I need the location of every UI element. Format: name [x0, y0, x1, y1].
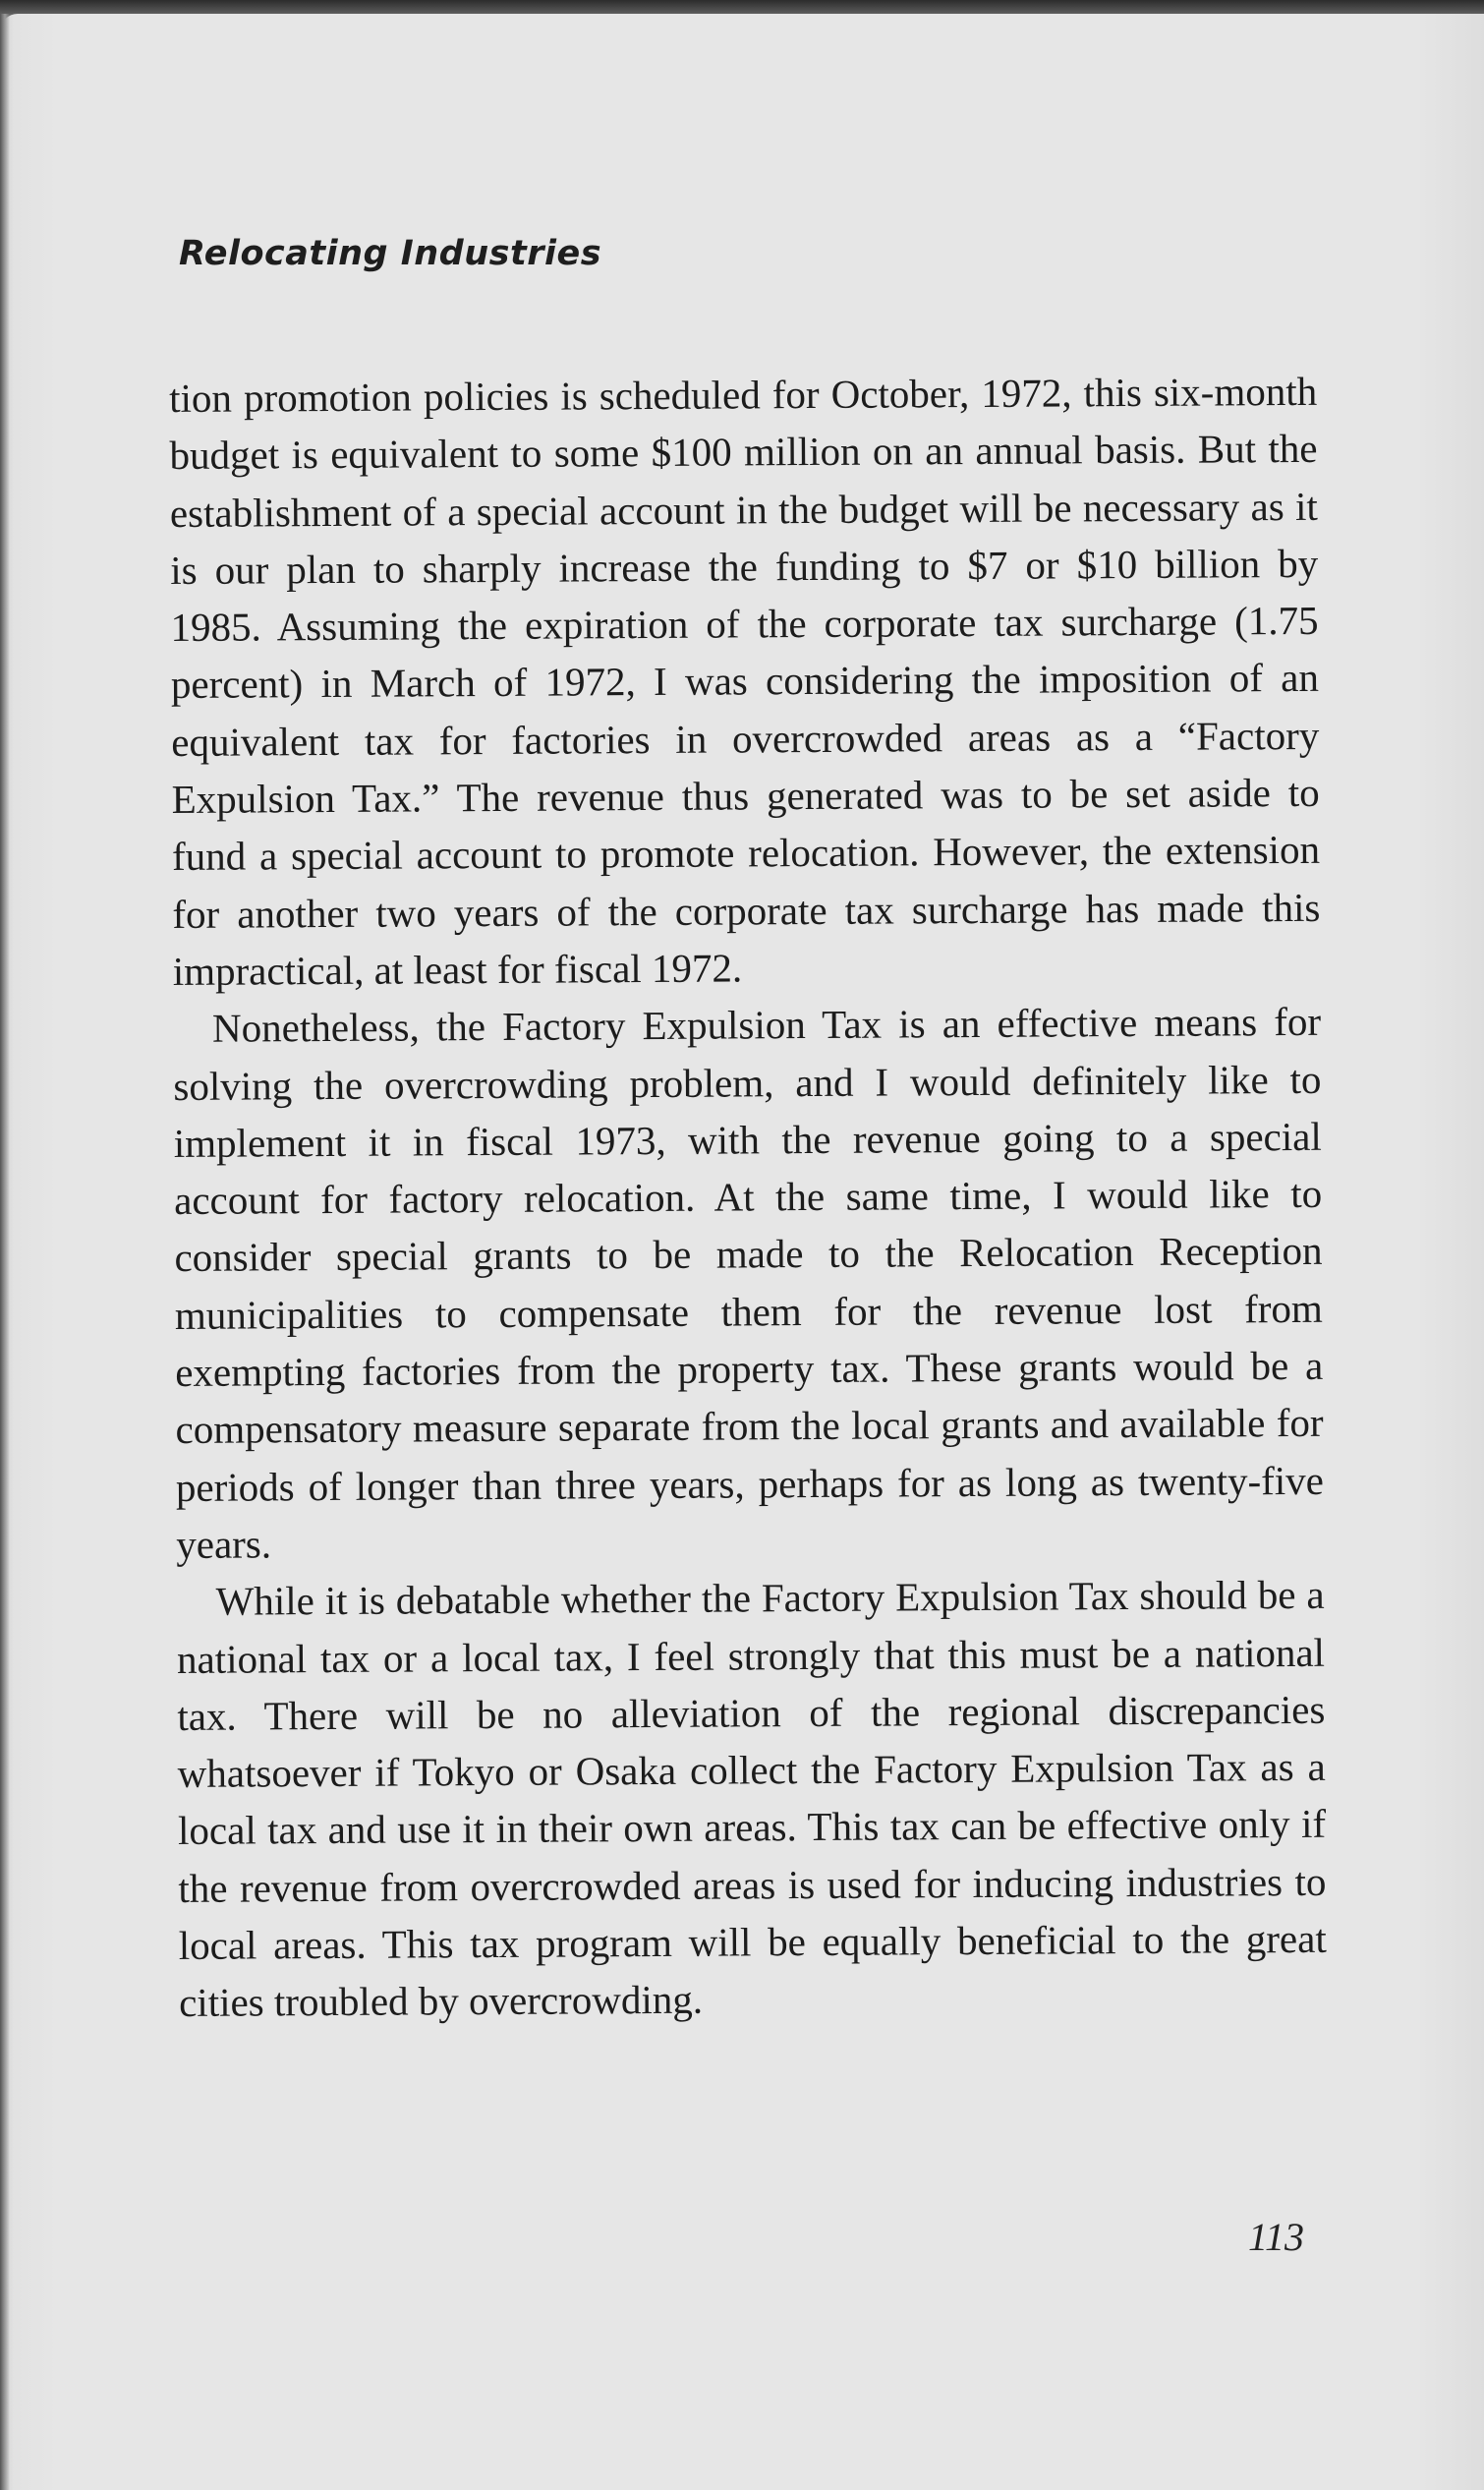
paragraph-3: While it is debatable whether the Factory Expulsion Tax should be a national tax or a local tax, I feel strongly that this must be a national tax. There will be no alleviation of the regional discrepancies whatsoever if Tokyo or Osaka collect the Factory Expulsion Tax as a local tax and use it in their own areas. This tax can be effective only if the revenue from overcrowded areas is used for inducing industries to local areas. This tax program will be equally beneficial to the great cities troubled by overcrowding.	[176, 1572, 1327, 2026]
paragraph-2: Nonetheless, the Factory Expulsion Tax is an effective means for solving the overcrowding problem, and I would definitely like to implement it in fiscal 1973, with the revenue going to a special account for factory relocation. At the same time, I would like to consider special grants to be made to the Relocation Reception municipalities to compensate them for the revenue lost from exempting factories from the property tax. These grants would be a compensatory measure separate from the local grants and available for periods of longer than three years, perhaps for as long as twenty-five years.	[173, 999, 1325, 1567]
body-text	[169, 363, 1327, 2032]
page-number: 113	[1248, 2215, 1305, 2259]
spine-shadow	[0, 14, 10, 2490]
paragraph-1: tion promotion policies is scheduled for October, 1972, this six-month budget is equivalent to some $100 million on an annual basis. But the establishment of a special account in the budget will be necessary as it is our plan to sharply increase the funding to $7 or $10 billion by 1985. Assuming the expiration of the corporate tax surcharge (1.75 percent) in March of 1972, I was considering the imposition of an equivalent tax for factories in overcrowded areas as a “Factory Expulsion Tax.” The revenue thus generated was to be set aside to fund a special account to promote relocation. However, the extension for another two years of the corporate tax surcharge has made this impractical, at least for fiscal 1972.	[169, 368, 1321, 994]
running-head: Relocating Industries	[179, 234, 602, 273]
